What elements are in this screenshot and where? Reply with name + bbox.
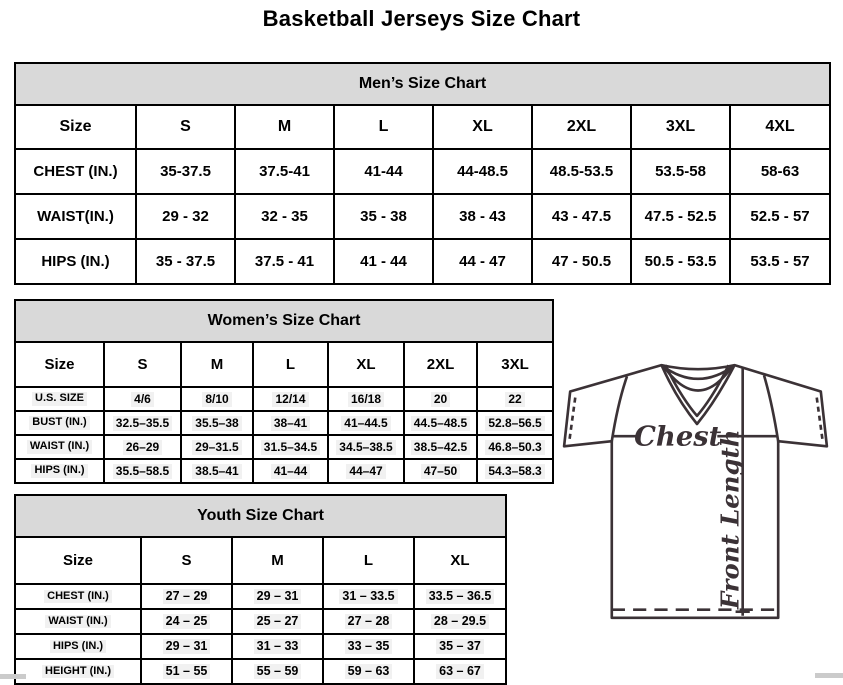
mens-cell: 35-37.5	[136, 149, 235, 194]
youth-row-label	[15, 609, 141, 634]
cell-value: 46.8–50.3	[485, 440, 544, 455]
womens-cell	[104, 387, 181, 411]
mens-cell: 53.5-58	[631, 149, 730, 194]
cell-value: 28 – 29.5	[431, 614, 489, 630]
table-row	[15, 459, 553, 483]
youth-cell	[323, 609, 414, 634]
mens-cell: 47 - 50.5	[532, 239, 631, 284]
cell-value: 32.5–35.5	[113, 416, 172, 431]
cell-value: 54.3–58.3	[485, 464, 544, 479]
front-length-label: Front Length	[715, 429, 745, 610]
womens-cell	[404, 411, 477, 435]
youth-row-label	[15, 634, 141, 659]
row-label-text: HIPS (IN.)	[31, 464, 87, 478]
womens-row-label	[15, 459, 104, 483]
table-row	[15, 411, 553, 435]
row-label-text: WAIST (IN.)	[27, 440, 92, 454]
womens-cell	[181, 435, 253, 459]
mens-col-header: 3XL	[631, 105, 730, 149]
womens-col-header: 2XL	[404, 342, 477, 387]
cell-value: 55 – 59	[254, 664, 302, 680]
mens-col-header: S	[136, 105, 235, 149]
row-label-text: WAIST (IN.)	[45, 615, 110, 629]
table-row	[15, 609, 506, 634]
womens-cell	[181, 459, 253, 483]
mens-cell: 47.5 - 52.5	[631, 194, 730, 239]
mens-cell: 38 - 43	[433, 194, 532, 239]
youth-cell	[323, 634, 414, 659]
cell-value: 35.5–58.5	[113, 464, 172, 479]
mens-col-header: 4XL	[730, 105, 830, 149]
mens-cell: 44 - 47	[433, 239, 532, 284]
youth-cell	[323, 584, 414, 609]
mens-cell: 32 - 35	[235, 194, 334, 239]
cell-value: 29 – 31	[163, 639, 211, 655]
mens-cell: 48.5-53.5	[532, 149, 631, 194]
page-title: Basketball Jerseys Size Chart	[262, 6, 581, 31]
womens-cell	[328, 435, 404, 459]
cell-value: 27 – 28	[345, 614, 393, 630]
cell-value: 63 – 67	[436, 664, 484, 680]
mens-cell: 50.5 - 53.5	[631, 239, 730, 284]
womens-cell	[253, 459, 328, 483]
horizontal-scrollbar-fragment-left	[0, 674, 26, 679]
cell-value: 27 – 29	[163, 589, 211, 605]
youth-cell	[414, 609, 506, 634]
row-label-text: U.S. SIZE	[32, 392, 87, 406]
cell-value: 29 – 31	[254, 589, 302, 605]
womens-col-header: 3XL	[477, 342, 553, 387]
womens-cell	[253, 435, 328, 459]
mens-row-label: HIPS (IN.)	[15, 239, 136, 284]
cell-value: 29–31.5	[192, 440, 241, 455]
womens-cell	[253, 411, 328, 435]
womens-cell	[328, 459, 404, 483]
cell-value: 44–47	[346, 464, 385, 479]
cell-value: 31 – 33	[254, 639, 302, 655]
table-row	[15, 387, 553, 411]
youth-col-header: XL	[414, 537, 506, 584]
row-label-text: HIPS (IN.)	[50, 640, 106, 654]
youth-row-label	[15, 659, 141, 684]
mens-table-title: Men’s Size Chart	[15, 63, 830, 105]
womens-col-header: XL	[328, 342, 404, 387]
cell-value: 33.5 – 36.5	[426, 589, 495, 605]
womens-cell	[181, 387, 253, 411]
mens-cell: 58-63	[730, 149, 830, 194]
womens-cell	[328, 387, 404, 411]
mens-cell: 53.5 - 57	[730, 239, 830, 284]
womens-row-label	[15, 411, 104, 435]
row-label-text: HEIGHT (IN.)	[42, 665, 114, 679]
cell-value: 8/10	[202, 392, 231, 407]
mens-row-label: WAIST(IN.)	[15, 194, 136, 239]
youth-cell	[414, 584, 506, 609]
youth-cell	[323, 659, 414, 684]
youth-cell	[414, 659, 506, 684]
mens-col-header: 2XL	[532, 105, 631, 149]
youth-cell	[141, 584, 232, 609]
cell-value: 44.5–48.5	[411, 416, 470, 431]
cell-value: 52.8–56.5	[485, 416, 544, 431]
mens-size-chart-table	[14, 62, 831, 285]
mens-col-header: L	[334, 105, 433, 149]
mens-col-header: XL	[433, 105, 532, 149]
cell-value: 38–41	[271, 416, 310, 431]
row-label-text: CHEST (IN.)	[44, 590, 112, 604]
cell-value: 38.5–41	[192, 464, 241, 479]
womens-cell	[104, 435, 181, 459]
table-row	[15, 239, 830, 284]
youth-cell	[141, 609, 232, 634]
cell-value: 31.5–34.5	[261, 440, 320, 455]
womens-cell	[328, 411, 404, 435]
womens-table-title: Women’s Size Chart	[15, 300, 553, 342]
womens-col-header: M	[181, 342, 253, 387]
womens-cell	[477, 387, 553, 411]
womens-row-label	[15, 435, 104, 459]
cell-value: 4/6	[131, 392, 154, 407]
row-label-text: BUST (IN.)	[29, 416, 89, 430]
youth-table-title: Youth Size Chart	[15, 495, 506, 537]
youth-cell	[141, 659, 232, 684]
mens-col-header: M	[235, 105, 334, 149]
table-row	[15, 149, 830, 194]
mens-row-label: CHEST (IN.)	[15, 149, 136, 194]
youth-cell	[232, 584, 323, 609]
youth-col-header: Size	[15, 537, 141, 584]
cell-value: 33 – 35	[345, 639, 393, 655]
youth-cell	[414, 634, 506, 659]
cell-value: 47–50	[421, 464, 460, 479]
horizontal-scrollbar-fragment-right	[815, 673, 843, 678]
cell-value: 22	[505, 392, 524, 407]
mens-cell: 43 - 47.5	[532, 194, 631, 239]
chest-label: Chest	[634, 420, 722, 453]
mens-cell: 41 - 44	[334, 239, 433, 284]
womens-col-header: L	[253, 342, 328, 387]
cell-value: 41–44	[271, 464, 310, 479]
cell-value: 25 – 27	[254, 614, 302, 630]
mens-cell: 52.5 - 57	[730, 194, 830, 239]
jersey-measurement-diagram	[558, 362, 834, 626]
mens-cell: 37.5-41	[235, 149, 334, 194]
cell-value: 16/18	[348, 392, 384, 407]
womens-cell	[477, 411, 553, 435]
womens-col-header: S	[104, 342, 181, 387]
mens-cell: 41-44	[334, 149, 433, 194]
womens-row-label	[15, 387, 104, 411]
mens-cell: 35 - 38	[334, 194, 433, 239]
womens-cell	[181, 411, 253, 435]
youth-cell	[141, 634, 232, 659]
youth-cell	[232, 659, 323, 684]
youth-size-chart-table	[14, 494, 507, 685]
youth-cell	[232, 609, 323, 634]
womens-cell	[104, 459, 181, 483]
cell-value: 12/14	[272, 392, 308, 407]
table-row	[15, 194, 830, 239]
cell-value: 34.5–38.5	[336, 440, 395, 455]
cell-value: 59 – 63	[345, 664, 393, 680]
womens-cell	[477, 435, 553, 459]
youth-cell	[232, 634, 323, 659]
mens-col-header: Size	[15, 105, 136, 149]
cell-value: 20	[431, 392, 450, 407]
cell-value: 24 – 25	[163, 614, 211, 630]
cell-value: 26–29	[123, 440, 162, 455]
table-row	[15, 634, 506, 659]
youth-col-header: M	[232, 537, 323, 584]
youth-row-label	[15, 584, 141, 609]
womens-size-chart-table	[14, 299, 554, 484]
womens-cell	[104, 411, 181, 435]
cell-value: 51 – 55	[163, 664, 211, 680]
youth-col-header: S	[141, 537, 232, 584]
table-row	[15, 435, 553, 459]
cell-value: 35 – 37	[436, 639, 484, 655]
jersey-outline	[564, 365, 827, 618]
womens-cell	[404, 435, 477, 459]
mens-cell: 29 - 32	[136, 194, 235, 239]
mens-cell: 37.5 - 41	[235, 239, 334, 284]
womens-cell	[404, 459, 477, 483]
cell-value: 31 – 33.5	[339, 589, 397, 605]
cell-value: 35.5–38	[192, 416, 241, 431]
cell-value: 41–44.5	[341, 416, 390, 431]
womens-cell	[404, 387, 477, 411]
womens-col-header: Size	[15, 342, 104, 387]
table-row	[15, 659, 506, 684]
youth-col-header: L	[323, 537, 414, 584]
womens-cell	[477, 459, 553, 483]
mens-cell: 35 - 37.5	[136, 239, 235, 284]
cell-value: 38.5–42.5	[411, 440, 470, 455]
womens-cell	[253, 387, 328, 411]
table-row	[15, 584, 506, 609]
mens-cell: 44-48.5	[433, 149, 532, 194]
